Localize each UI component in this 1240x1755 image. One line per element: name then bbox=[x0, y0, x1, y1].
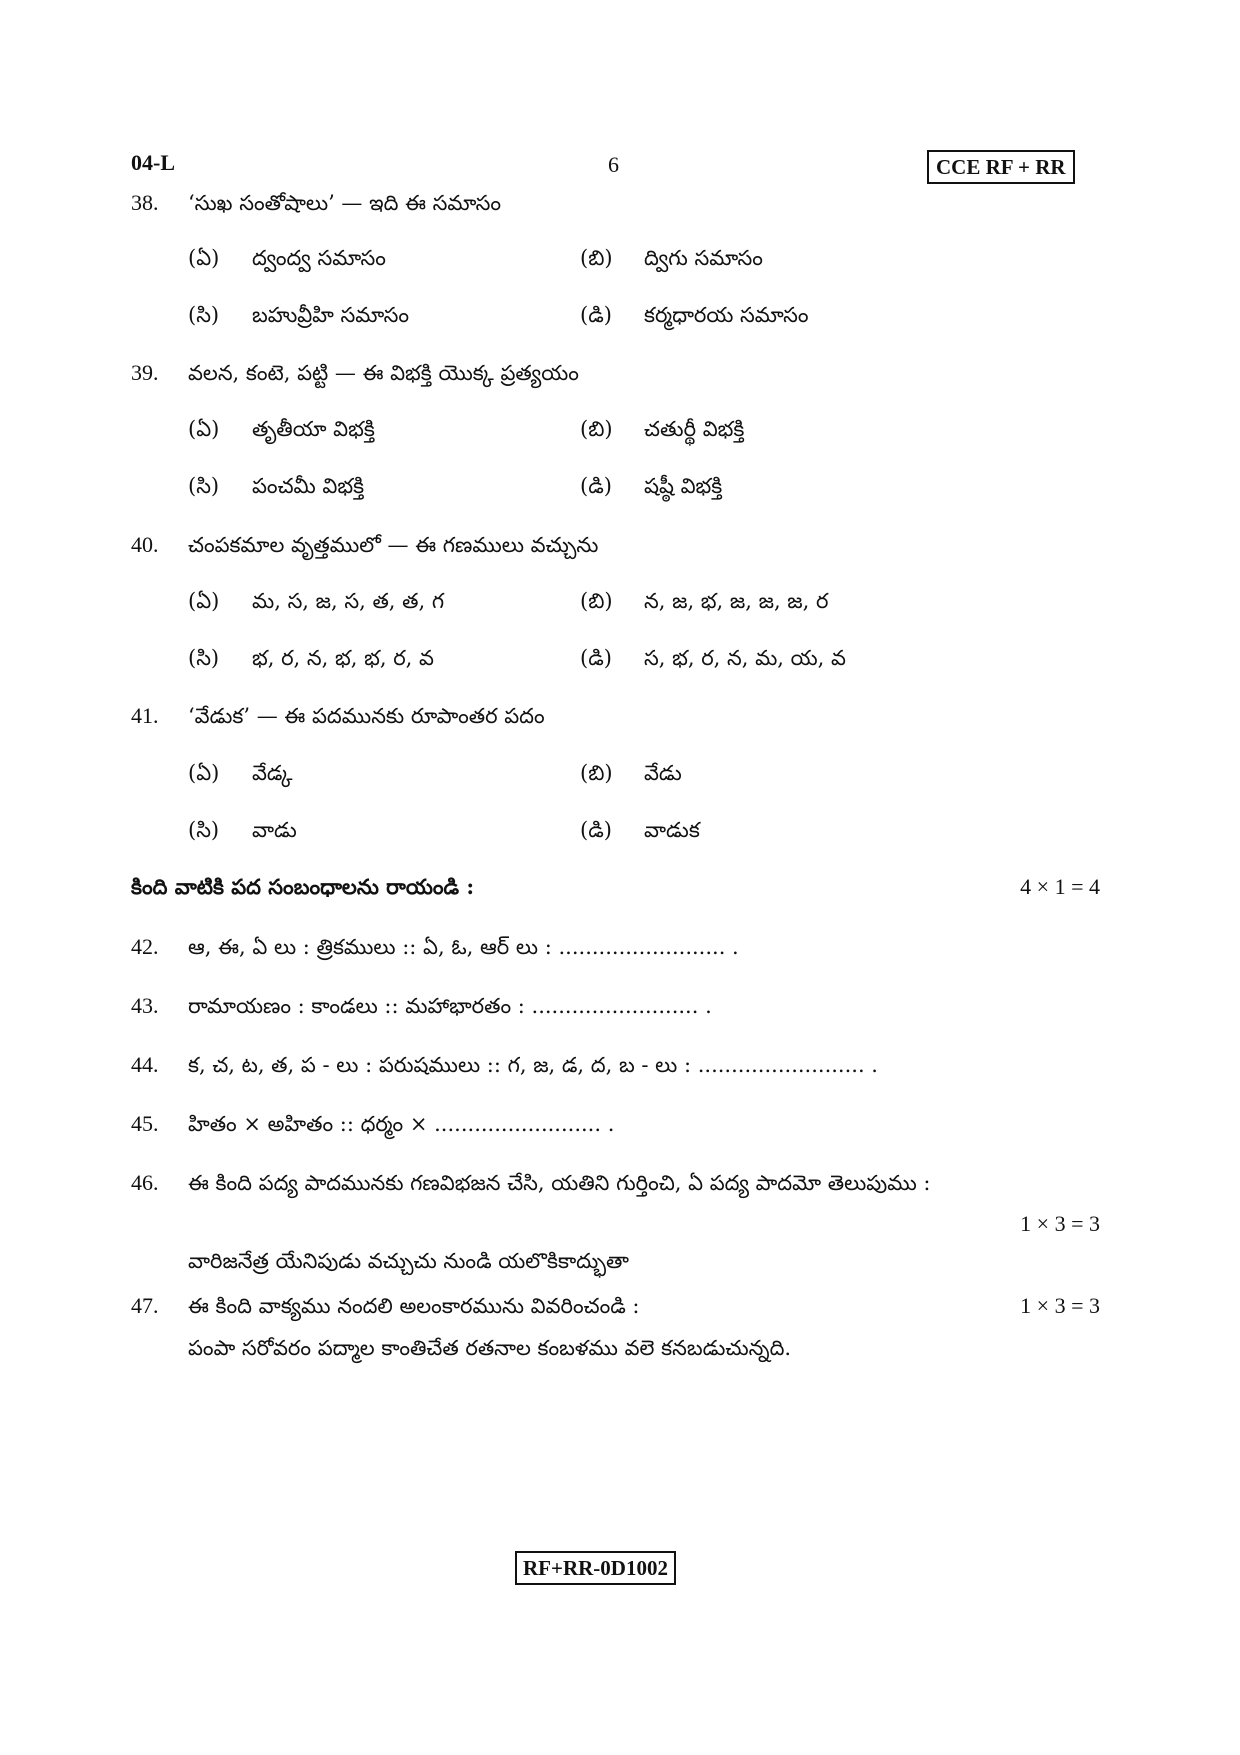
question-number: 40. bbox=[131, 532, 159, 557]
section-heading: కింది వాటికి పద సంబంధాలను రాయండి : bbox=[131, 874, 475, 899]
question-number: 38. bbox=[131, 190, 159, 215]
option-text: న, జ, భ, జ, జ, జ, ర bbox=[644, 589, 829, 613]
option-text: పంచమీ విభక్తి bbox=[252, 474, 365, 498]
footer-code-box: RF+RR-0D1002 bbox=[515, 1551, 676, 1585]
option-label: (డి) bbox=[580, 303, 612, 327]
option-c bbox=[188, 471, 364, 501]
option-d bbox=[580, 815, 700, 845]
option-text: ద్వంద్వ సమాసం bbox=[252, 246, 386, 270]
question-42 bbox=[131, 932, 739, 962]
option-label: (ఏ) bbox=[188, 589, 220, 613]
option-text: చతుర్థీ విభక్తి bbox=[644, 417, 745, 441]
option-c bbox=[188, 300, 409, 330]
question-text: హితం × అహితం :: ధర్మం × ......................... . bbox=[188, 1112, 615, 1136]
option-label: (సి) bbox=[188, 646, 220, 670]
question-46 bbox=[131, 1168, 930, 1198]
option-text: కర్మధారయ సమాసం bbox=[644, 303, 809, 327]
question-number: 43. bbox=[131, 993, 159, 1018]
option-b bbox=[580, 414, 744, 444]
option-b bbox=[580, 243, 763, 273]
question-text: ‘వేడుక’ — ఈ పదమునకు రూపాంతర పదం bbox=[188, 704, 545, 728]
paper-code: 04-L bbox=[131, 150, 175, 175]
option-text: స, భ, ర, న, మ, య, వ bbox=[644, 646, 846, 670]
question-number: 46. bbox=[131, 1170, 159, 1195]
question-text: వలన, కంటె, పట్టి — ఈ విభక్తి యొక్క ప్రత్యయం bbox=[188, 361, 579, 385]
option-label: (డి) bbox=[580, 474, 612, 498]
option-label: (ఏ) bbox=[188, 761, 220, 785]
option-a bbox=[188, 586, 444, 616]
question-text: చంపకమాల వృత్తములో — ఈ గణములు వచ్చును bbox=[188, 533, 599, 557]
question-39 bbox=[131, 358, 579, 388]
question-text: క, చ, ట, త, ప - లు : పరుషములు :: గ, జ, డ, ద, బ - లు : ......................... . bbox=[188, 1053, 878, 1077]
question-41 bbox=[131, 701, 545, 731]
question-text: ఈ కింది వాక్యము నందలి అలంకారమును వివరించండి : bbox=[188, 1294, 640, 1318]
option-label: (సి) bbox=[188, 818, 220, 842]
option-label: (ఏ) bbox=[188, 417, 220, 441]
question-44 bbox=[131, 1050, 878, 1080]
question-number: 44. bbox=[131, 1052, 159, 1077]
question-number: 42. bbox=[131, 934, 159, 959]
option-c bbox=[188, 643, 434, 673]
option-label: (డి) bbox=[580, 646, 612, 670]
option-text: బహువ్రీహి సమాసం bbox=[252, 303, 409, 327]
option-d bbox=[580, 300, 809, 330]
option-label: (బి) bbox=[580, 417, 613, 441]
question-number: 47. bbox=[131, 1293, 159, 1318]
question-46-marks: 1 × 3 = 3 bbox=[1020, 1211, 1100, 1236]
question-40 bbox=[131, 530, 598, 560]
question-number: 39. bbox=[131, 360, 159, 385]
option-a bbox=[188, 414, 375, 444]
question-43 bbox=[131, 991, 712, 1021]
question-text: ఈ కింది పద్య పాదమునకు గణవిభజన చేసి, యతిని గుర్తించి, ఏ పద్య పాదమో తెలుపుము : bbox=[188, 1171, 931, 1195]
option-text: షష్ఠీ విభక్తి bbox=[644, 474, 723, 498]
question-number: 45. bbox=[131, 1111, 159, 1136]
option-a bbox=[188, 758, 293, 788]
option-d bbox=[580, 643, 846, 673]
option-label: (బి) bbox=[580, 246, 613, 270]
option-text: వేడు bbox=[644, 761, 682, 785]
question-text: రామాయణం : కాండలు :: మహాభారతం : ......................... . bbox=[188, 994, 712, 1018]
option-label: (డి) bbox=[580, 818, 612, 842]
option-b bbox=[580, 586, 828, 616]
option-c bbox=[188, 815, 297, 845]
question-38 bbox=[131, 188, 501, 218]
option-text: ద్విగు సమాసం bbox=[644, 246, 763, 270]
question-text: ‘సుఖ సంతోషాలు’ — ఇది ఈ సమాసం bbox=[188, 191, 502, 215]
question-text: ఆ, ఈ, ఏ లు : త్రికములు :: ఏ, ఓ, ఆర్ లు : ......................... . bbox=[188, 935, 739, 959]
option-a bbox=[188, 243, 386, 273]
section-marks: 4 × 1 = 4 bbox=[1020, 874, 1100, 899]
question-45 bbox=[131, 1109, 614, 1139]
option-label: (బి) bbox=[580, 761, 613, 785]
option-text: వాడు bbox=[252, 818, 297, 842]
sentence-line: పంపా సరోవరం పద్మాల కాంతిచేత రతనాల కంబళము వలె కనబడుచున్నది. bbox=[188, 1336, 792, 1360]
option-label: (సి) bbox=[188, 474, 220, 498]
option-text: వాడుక bbox=[644, 818, 700, 842]
exam-type-box: CCE RF + RR bbox=[927, 150, 1075, 184]
question-number: 41. bbox=[131, 703, 159, 728]
option-text: భ, ర, న, భ, భ, ర, వ bbox=[252, 646, 434, 670]
option-text: మ, స, జ, స, త, త, గ bbox=[252, 589, 445, 613]
option-label: (బి) bbox=[580, 589, 613, 613]
question-47 bbox=[131, 1291, 640, 1321]
option-b bbox=[580, 758, 682, 788]
option-text: వేడ్క bbox=[252, 761, 293, 785]
option-d bbox=[580, 471, 722, 501]
page-number: 6 bbox=[608, 152, 619, 177]
poem-line: వారిజనేత్ర యేనిపుడు వచ్చుచు నుండి యలొకికాద్భుతా bbox=[188, 1249, 630, 1273]
question-47-marks: 1 × 3 = 3 bbox=[1020, 1293, 1100, 1318]
option-label: (ఏ) bbox=[188, 246, 220, 270]
option-text: తృతీయా విభక్తి bbox=[252, 417, 375, 441]
option-label: (సి) bbox=[188, 303, 220, 327]
